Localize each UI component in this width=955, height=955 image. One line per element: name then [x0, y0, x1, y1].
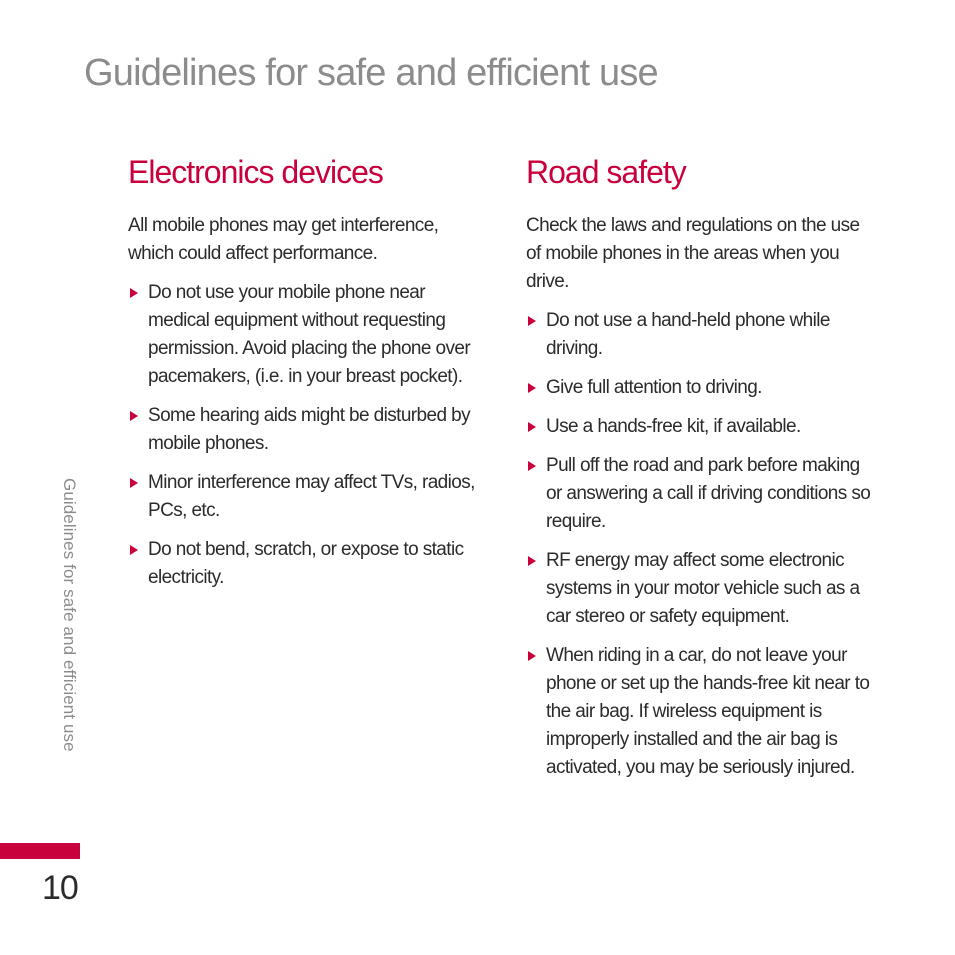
- triangle-bullet-icon: [130, 545, 138, 555]
- triangle-bullet-icon: [528, 316, 536, 326]
- bullet-text: Do not use a hand-held phone while driving.: [546, 310, 830, 359]
- section-heading: Electronics devices: [128, 154, 383, 190]
- triangle-bullet-icon: [528, 383, 536, 393]
- bullet-list: [128, 279, 478, 592]
- bullet-text: Minor interference may affect TVs, radios, PCs, etc.: [148, 472, 475, 521]
- bullet-item: [526, 452, 876, 536]
- bullet-text: Give full attention to driving.: [546, 377, 762, 398]
- side-section-label: Guidelines for safe and efficient use: [60, 478, 79, 752]
- bullet-text: When riding in a car, do not leave your phone or set up the hands-free kit near to the air bag. If wireless equipment is improperly installed and the air bag is activated, you may be seriously injured.: [546, 645, 870, 778]
- bullet-item: [128, 536, 478, 592]
- section-intro: All mobile phones may get interference, which could affect performance.: [128, 215, 439, 264]
- bullet-text: Do not use your mobile phone near medical equipment without requesting permission. Avoid placing the phone over pacemakers, (i.e. in your breast pocket).: [148, 282, 471, 387]
- bullet-item: [526, 413, 876, 441]
- section-road-safety: [526, 150, 876, 793]
- section-intro: Check the laws and regulations on the use of mobile phones in the areas when you drive.: [526, 215, 860, 292]
- bullet-list: [526, 307, 876, 782]
- bullet-item: [526, 642, 876, 782]
- bullet-item: [526, 547, 876, 631]
- bullet-text: Pull off the road and park before making or answering a call if driving conditions so require.: [546, 455, 871, 532]
- triangle-bullet-icon: [528, 651, 536, 661]
- bullet-item: [128, 279, 478, 391]
- page-title: Guidelines for safe and efficient use: [84, 52, 658, 94]
- section-electronics-devices: [128, 150, 478, 603]
- bullet-text: RF energy may affect some electronic systems in your motor vehicle such as a car stereo or safety equipment.: [546, 550, 860, 627]
- triangle-bullet-icon: [130, 288, 138, 298]
- page-number-bar: [0, 843, 80, 859]
- triangle-bullet-icon: [528, 556, 536, 566]
- bullet-text: Some hearing aids might be disturbed by mobile phones.: [148, 405, 470, 454]
- bullet-item: [128, 402, 478, 458]
- triangle-bullet-icon: [528, 422, 536, 432]
- bullet-item: [526, 307, 876, 363]
- page-number: 10: [42, 869, 78, 907]
- triangle-bullet-icon: [130, 478, 138, 488]
- bullet-item: [526, 374, 876, 402]
- bullet-item: [128, 469, 478, 525]
- bullet-text: Use a hands-free kit, if available.: [546, 416, 801, 437]
- triangle-bullet-icon: [528, 461, 536, 471]
- section-heading: Road safety: [526, 154, 686, 190]
- triangle-bullet-icon: [130, 411, 138, 421]
- bullet-text: Do not bend, scratch, or expose to static electricity.: [148, 539, 464, 588]
